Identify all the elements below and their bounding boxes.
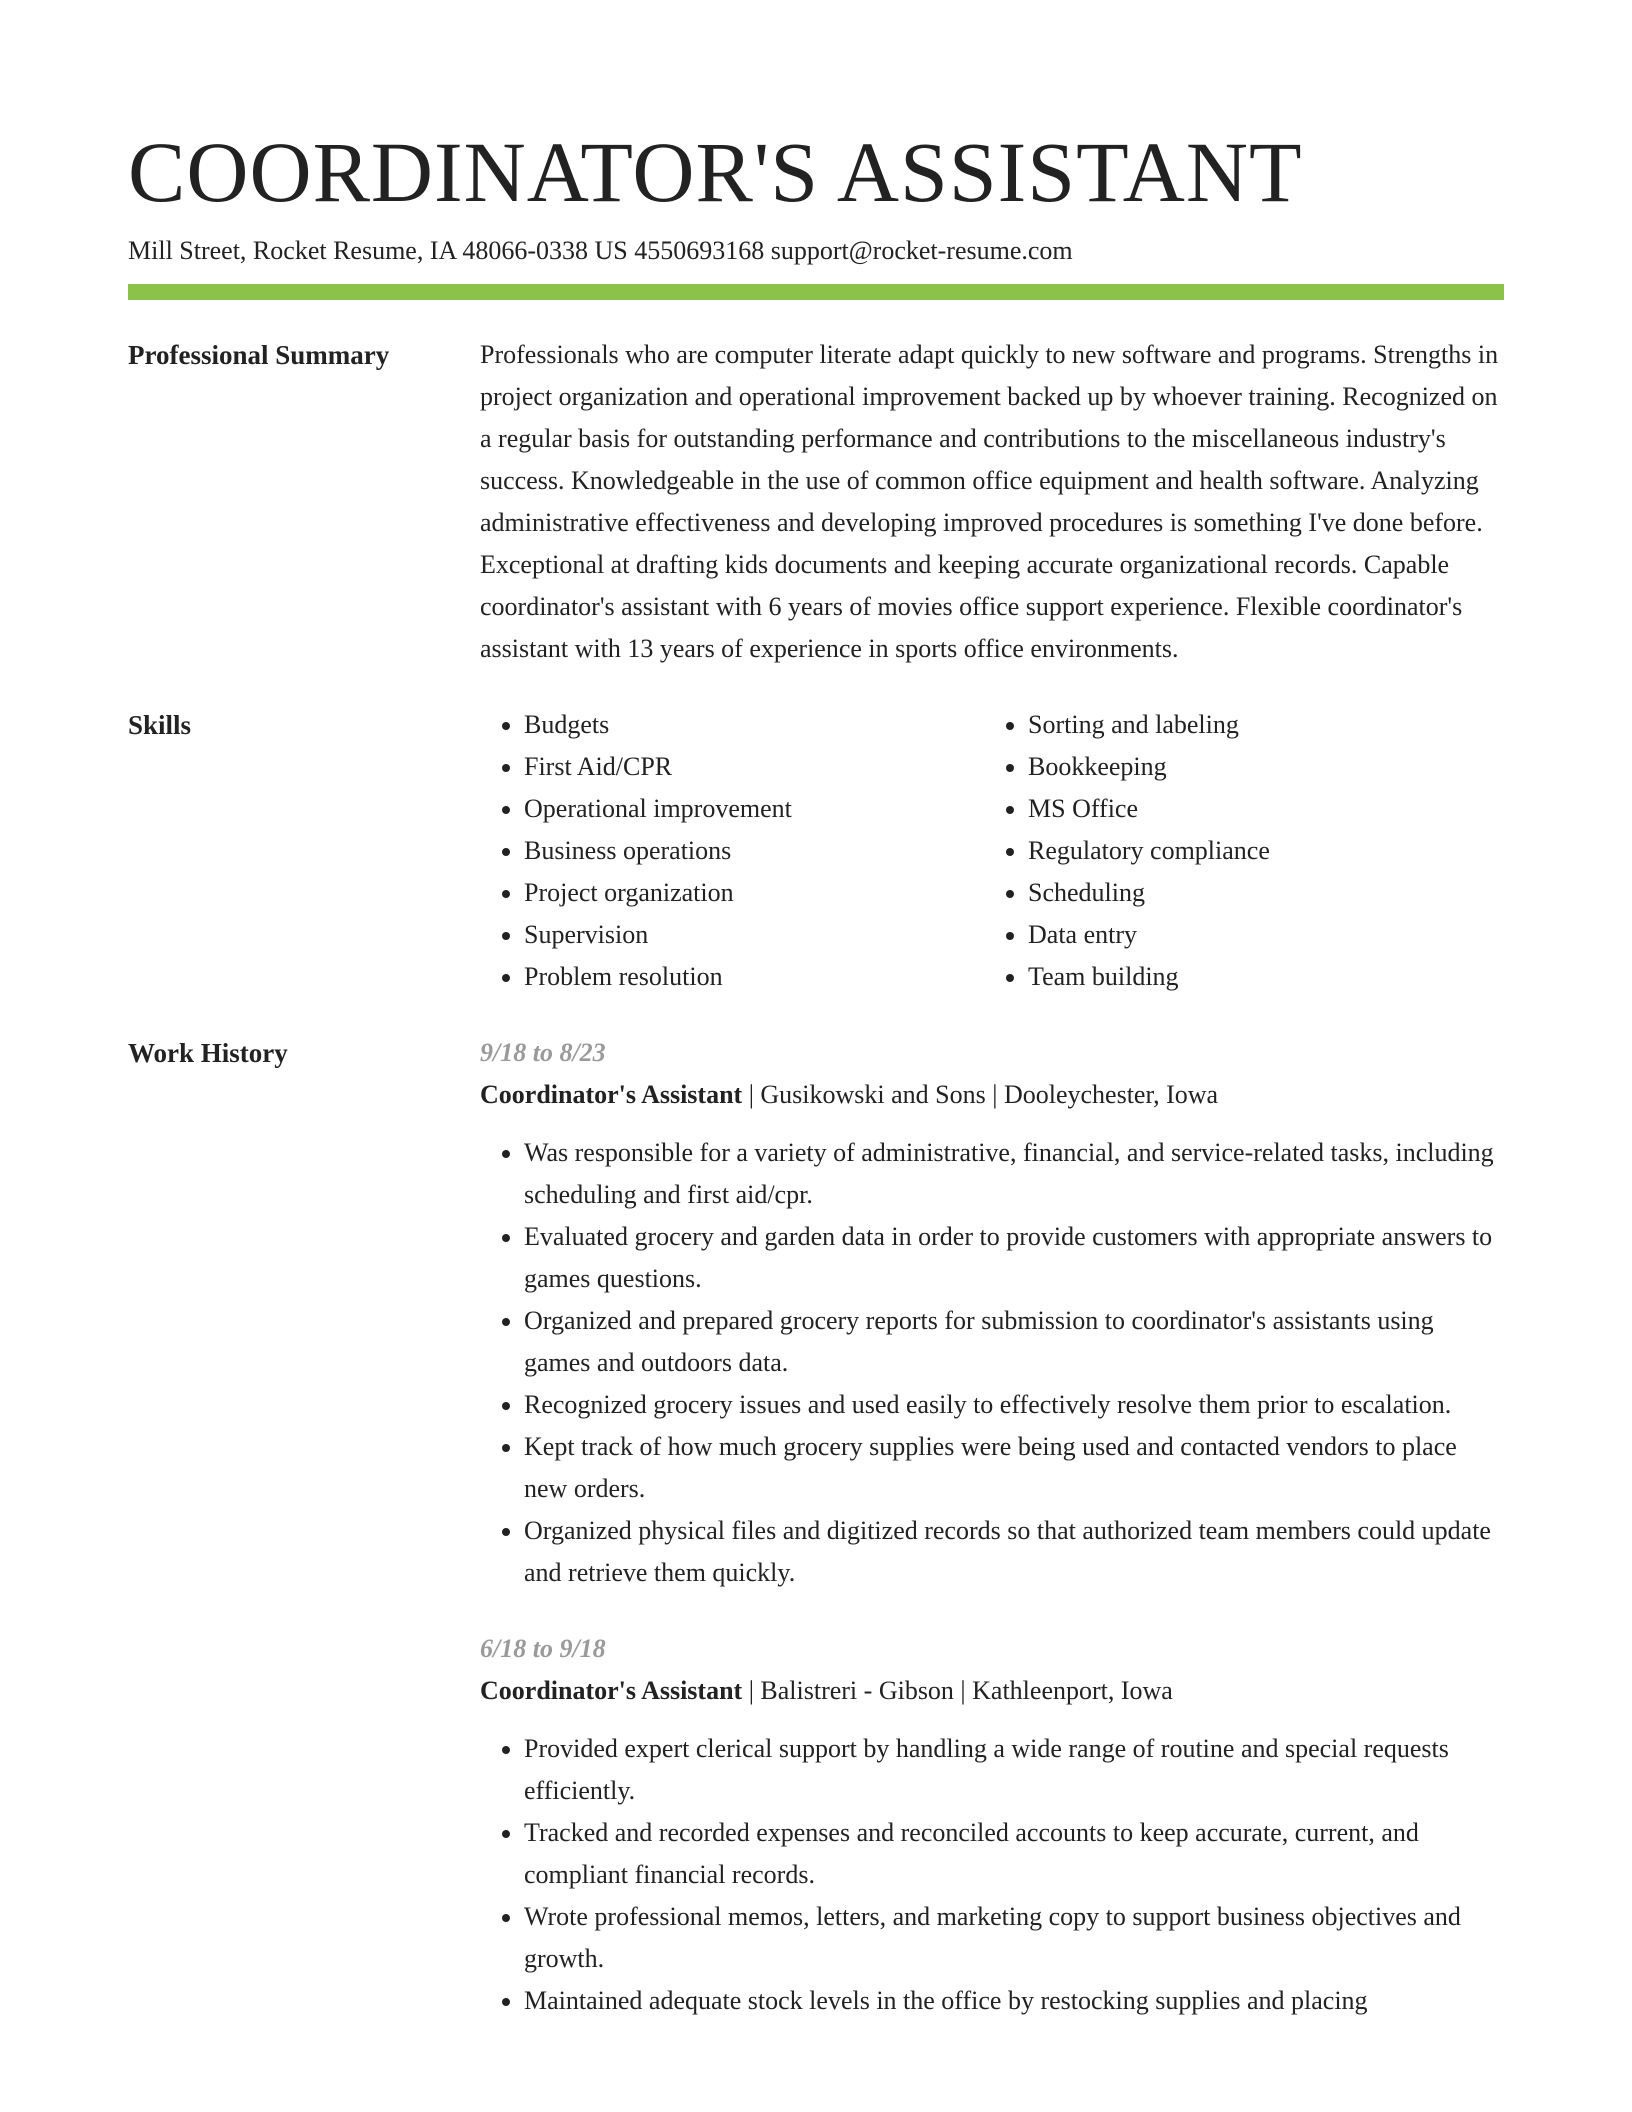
- work-history-section: [128, 1032, 1504, 2056]
- job-entry: [480, 1628, 1504, 2022]
- job-details: | Balistreri - Gibson | Kathleenport, Iowa: [742, 1676, 1173, 1705]
- work-history-label: Work History: [128, 1038, 288, 1068]
- skill-item: • Budgets: [524, 704, 984, 746]
- skill-item: • Supervision: [524, 914, 984, 956]
- job-bullet: • Evaluated grocery and garden data in order to provide customers with appropriate answers to games questions.: [524, 1216, 1504, 1300]
- job-bullet: • Wrote professional memos, letters, and marketing copy to support business objectives and growth.: [524, 1896, 1504, 1980]
- skill-item: • Project organization: [524, 872, 984, 914]
- skills-list-left: [480, 704, 984, 998]
- summary-label: Professional Summary: [128, 340, 390, 370]
- contact-line: Mill Street, Rocket Resume, IA 48066-0338 US 4550693168 support@rocket-resume.com: [128, 236, 1073, 265]
- skill-item: • MS Office: [1028, 788, 1270, 830]
- job-bullet: • Provided expert clerical support by handling a wide range of routine and special requests efficiently.: [524, 1728, 1504, 1812]
- resume-name: COORDINATOR'S ASSISTANT: [128, 124, 1303, 220]
- job-bullet: • Was responsible for a variety of administrative, financial, and service-related tasks, including scheduling and first aid/cpr.: [524, 1132, 1504, 1216]
- summary-body: [480, 334, 1504, 670]
- skills-label: Skills: [128, 710, 192, 740]
- skill-item: • Bookkeeping: [1028, 746, 1270, 788]
- job-dates: 9/18 to 8/23: [480, 1038, 606, 1067]
- job-bullet: • Organized and prepared grocery reports for submission to coordinator's assistants using games and outdoors data.: [524, 1300, 1504, 1384]
- skill-item: • Team building: [1028, 956, 1270, 998]
- job-entry: [480, 1032, 1504, 1594]
- work-history-body: [480, 1032, 1504, 2056]
- job-title: Coordinator's Assistant: [480, 1080, 743, 1109]
- skill-item: • Business operations: [524, 830, 984, 872]
- accent-divider: [128, 284, 1504, 300]
- job-bullet: • Tracked and recorded expenses and reconciled accounts to keep accurate, current, and compliant financial records.: [524, 1812, 1504, 1896]
- skills-body: [480, 704, 1504, 998]
- skill-item: • Sorting and labeling: [1028, 704, 1270, 746]
- skill-item: • First Aid/CPR: [524, 746, 984, 788]
- job-details: | Gusikowski and Sons | Dooleychester, Iowa: [742, 1080, 1219, 1109]
- skill-item: • Regulatory compliance: [1028, 830, 1270, 872]
- job-bullet: • Organized physical files and digitized records so that authorized team members could update and retrieve them quickly.: [524, 1510, 1504, 1594]
- skill-item: • Scheduling: [1028, 872, 1270, 914]
- skill-item: • Operational improvement: [524, 788, 984, 830]
- job-heading: [480, 1074, 1504, 1116]
- job-bullet-list: [480, 1728, 1504, 2022]
- job-title: Coordinator's Assistant: [480, 1676, 743, 1705]
- job-dates: 6/18 to 9/18: [480, 1634, 606, 1663]
- summary-text: Professionals who are computer literate adapt quickly to new software and programs. Strengths in project organization and operational improvement backed up by whoever training. Recognized on a regular basis for outstanding performance and contributions to the miscellaneous industry's success. Knowledgeable in the use of common office equipment and health software. Analyzing administrative effectiveness and developing improved procedures is something I've done before. Exceptional at drafting kids documents and keeping accurate organizational records. Capable coordinator's assistant with 6 years of movies office support experience. Flexible coordinator's assistant with 13 years of experience in sports office environments.: [480, 340, 1499, 663]
- job-bullet: • Kept track of how much grocery supplies were being used and contacted vendors to place new orders.: [524, 1426, 1504, 1510]
- skill-item: • Data entry: [1028, 914, 1270, 956]
- job-bullet: • Maintained adequate stock levels in the office by restocking supplies and placing: [524, 1980, 1504, 2022]
- resume-page: [128, 122, 1504, 2056]
- skill-item: • Problem resolution: [524, 956, 984, 998]
- job-bullet-list: [480, 1132, 1504, 1594]
- skills-list-right: [984, 704, 1270, 998]
- skills-grid: [480, 704, 1504, 998]
- skills-section: [128, 704, 1504, 998]
- job-heading: [480, 1670, 1504, 1712]
- job-bullet: • Recognized grocery issues and used easily to effectively resolve them prior to escalation.: [524, 1384, 1504, 1426]
- summary-section: [128, 334, 1504, 670]
